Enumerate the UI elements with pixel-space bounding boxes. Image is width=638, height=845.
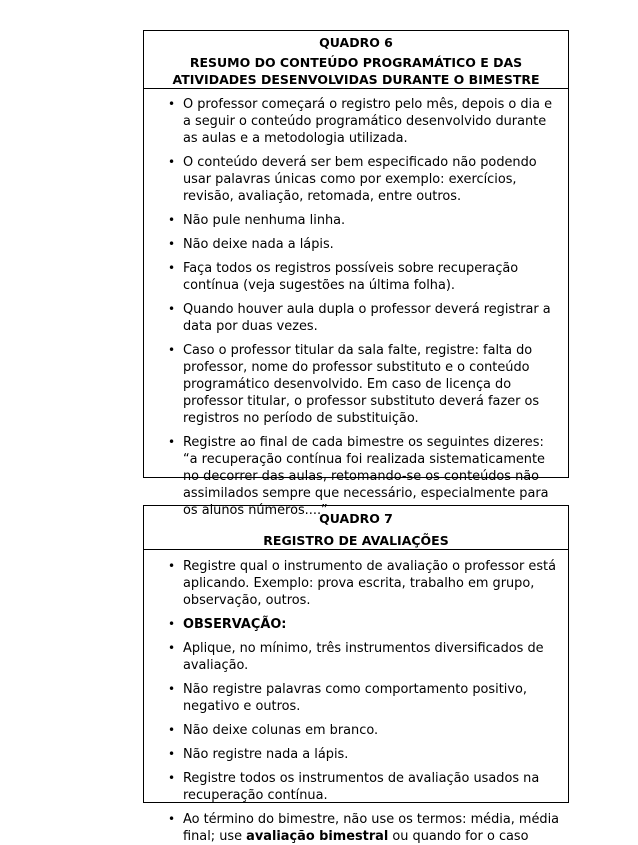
bullet-icon: • <box>168 617 176 631</box>
quadro-6-box <box>143 30 569 518</box>
bullet-icon: • <box>168 812 176 826</box>
bullet-icon: • <box>168 682 176 696</box>
bullet-icon: • <box>168 771 176 785</box>
list-item <box>144 212 568 229</box>
quadro-7-box <box>143 505 569 844</box>
list-item-text: Não registre palavras como comportamento positivo, negativo e outros. <box>183 682 527 714</box>
bullet-icon: • <box>168 97 176 111</box>
list-item-text: O conteúdo deverá ser bem especificado não podendo usar palavras únicas como por exemplo: exercícios, revisão, avaliação, retomada, entre outros. <box>183 155 537 204</box>
list-item-text-after: ou quando for o caso <box>388 829 529 844</box>
list-item <box>144 96 568 147</box>
list-item-text: Quando houver aula dupla o professor deverá registrar a data por duas vezes. <box>183 302 551 334</box>
list-item-text: Não deixe colunas em branco. <box>183 723 379 738</box>
observacao-label: OBSERVAÇÃO: <box>183 617 287 632</box>
quadro-7-header <box>144 506 568 550</box>
list-item-text-before: Ao término do bimestre, não use os termos: média, média final; use <box>183 812 560 844</box>
list-item-text: O professor começará o registro pelo mês, depois o dia e a seguir o conteúdo programático desenvolvido durante as aulas e a metodologia utilizada. <box>183 97 553 146</box>
bullet-icon: • <box>168 237 176 251</box>
list-item-text: Caso o professor titular da sala falte, registre: falta do professor, nome do professor substituto e o conteúdo programático desenvolvido. Em caso de licença do professor titular, o professor substituto deverá fazer os registros no período de substituição. <box>183 343 540 426</box>
list-item <box>144 154 568 205</box>
bullet-icon: • <box>168 747 176 761</box>
quadro-6-header <box>144 31 568 89</box>
bullet-icon: • <box>168 723 176 737</box>
list-item <box>144 342 568 427</box>
quadro-6-list <box>144 96 568 519</box>
avaliacao-bimestral-term: avaliação bimestral <box>246 829 389 844</box>
list-item <box>144 746 568 763</box>
list-item-text: Registre qual o instrumento de avaliação o professor está aplicando. Exemplo: prova escrita, trabalho em grupo, observação, outros. <box>183 559 557 608</box>
bullet-icon: • <box>168 559 176 573</box>
list-item <box>144 811 568 845</box>
list-item <box>144 616 568 633</box>
list-item <box>144 770 568 804</box>
list-item <box>144 640 568 674</box>
list-item <box>144 260 568 294</box>
quadro-7-title: QUADRO 7 <box>319 511 393 526</box>
quadro-6-subtitle-line-1: RESUMO DO CONTEÚDO PROGRAMÁTICO E DAS <box>189 55 523 70</box>
list-item-text: Faça todos os registros possíveis sobre recuperação contínua (veja sugestões na última folha). <box>183 261 519 293</box>
list-item <box>144 236 568 253</box>
list-item-text: Registre todos os instrumentos de avaliação usados na recuperação contínua. <box>183 771 540 803</box>
bullet-icon: • <box>168 343 176 357</box>
quadro-6-subtitle-line-2: ATIVIDADES DESENVOLVIDAS DURANTE O BIMESTRE <box>172 72 540 87</box>
list-item <box>144 722 568 739</box>
list-item-text: Não registre nada a lápis. <box>183 747 349 762</box>
quadro-7-subtitle: REGISTRO DE AVALIAÇÕES <box>263 533 449 548</box>
list-item-text: Registre ao final de cada bimestre os seguintes dizeres: “a recuperação contínua foi realizada sistematicamente no decorrer das aulas, retomando-se os conteúdos não assimilados sempre que necessário, especialmente para os alunos números....” <box>183 435 549 518</box>
bullet-icon: • <box>168 261 176 275</box>
list-item <box>144 681 568 715</box>
list-item-text: Aplique, no mínimo, três instrumentos diversificados de avaliação. <box>183 641 544 673</box>
bullet-icon: • <box>168 435 176 449</box>
list-item-text: Não pule nenhuma linha. <box>183 213 346 228</box>
bullet-icon: • <box>168 641 176 655</box>
bullet-icon: • <box>168 302 176 316</box>
quadro-7-list <box>144 550 568 845</box>
bullet-icon: • <box>168 213 176 227</box>
list-item-text: Não deixe nada a lápis. <box>183 237 334 252</box>
bullet-icon: • <box>168 155 176 169</box>
list-item <box>144 301 568 335</box>
quadro-6-title: QUADRO 6 <box>319 35 393 50</box>
list-item <box>144 558 568 609</box>
